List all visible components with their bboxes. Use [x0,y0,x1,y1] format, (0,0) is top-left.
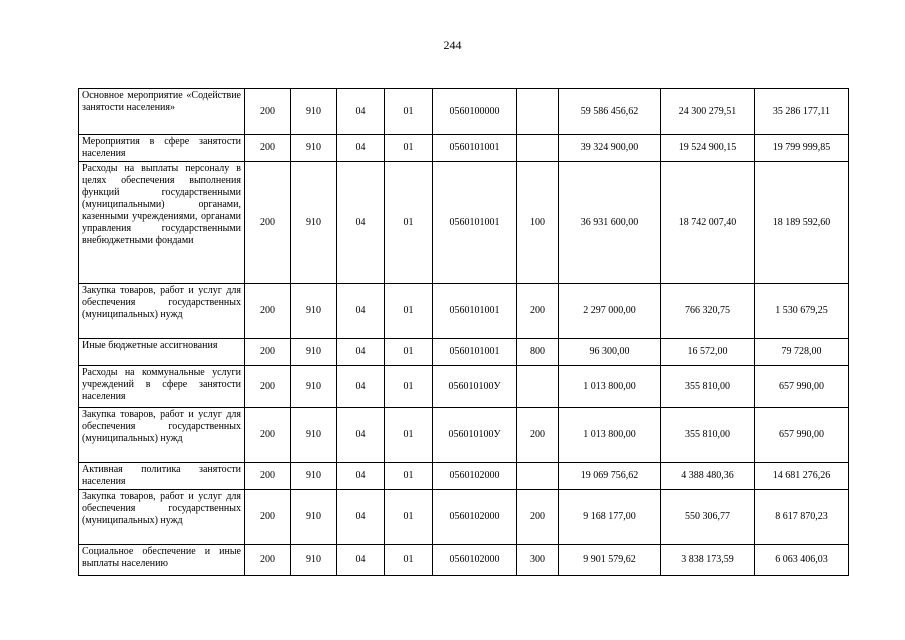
amount-cell: 35 286 177,11 [755,89,849,135]
target-article-cell: 0560102000 [433,463,517,490]
row-name-cell: Социальное обеспечение и иные выплаты населению [79,545,245,576]
code-cell: 200 [245,135,291,162]
code-cell: 01 [385,162,433,284]
code-cell: 910 [291,545,337,576]
code-cell: 01 [385,545,433,576]
amount-cell: 550 306,77 [661,490,755,545]
row-name-cell: Основное мероприятие «Содействие занятости населения» [79,89,245,135]
code-cell: 01 [385,339,433,366]
amount-cell: 9 168 177,00 [559,490,661,545]
target-article-cell: 0560101001 [433,162,517,284]
code-cell: 01 [385,490,433,545]
amount-cell: 16 572,00 [661,339,755,366]
expense-type-cell: 100 [517,162,559,284]
target-article-cell: 0560100000 [433,89,517,135]
code-cell: 04 [337,408,385,463]
amount-cell: 19 524 900,15 [661,135,755,162]
row-name-cell: Закупка товаров, работ и услуг для обеспечения государственных (муниципальных) нужд [79,408,245,463]
code-cell: 04 [337,162,385,284]
amount-cell: 79 728,00 [755,339,849,366]
amount-cell: 19 799 999,85 [755,135,849,162]
code-cell: 200 [245,408,291,463]
target-article-cell: 056010100У [433,408,517,463]
amount-cell: 8 617 870,23 [755,490,849,545]
target-article-cell: 056010100У [433,366,517,408]
code-cell: 01 [385,408,433,463]
row-name-cell: Иные бюджетные ассигнования [79,339,245,366]
expense-type-cell [517,366,559,408]
code-cell: 04 [337,89,385,135]
amount-cell: 4 388 480,36 [661,463,755,490]
code-cell: 04 [337,463,385,490]
target-article-cell: 0560101001 [433,339,517,366]
table-row [79,490,849,545]
code-cell: 910 [291,89,337,135]
table-row [79,162,849,284]
amount-cell: 14 681 276,26 [755,463,849,490]
code-cell: 910 [291,490,337,545]
row-name-cell: Расходы на коммунальные услуги учреждений в сфере занятости населения [79,366,245,408]
table-row [79,339,849,366]
amount-cell: 6 063 406,03 [755,545,849,576]
code-cell: 01 [385,89,433,135]
amount-cell: 24 300 279,51 [661,89,755,135]
code-cell: 04 [337,366,385,408]
target-article-cell: 0560101001 [433,135,517,162]
code-cell: 910 [291,339,337,366]
code-cell: 01 [385,463,433,490]
amount-cell: 766 320,75 [661,284,755,339]
row-name-cell: Активная политика занятости населения [79,463,245,490]
row-name-cell: Мероприятия в сфере занятости населения [79,135,245,162]
code-cell: 04 [337,284,385,339]
expense-type-cell: 300 [517,545,559,576]
row-name-cell: Закупка товаров, работ и услуг для обеспечения государственных (муниципальных) нужд [79,284,245,339]
target-article-cell: 0560102000 [433,545,517,576]
code-cell: 04 [337,490,385,545]
expense-type-cell: 200 [517,490,559,545]
amount-cell: 36 931 600,00 [559,162,661,284]
expense-type-cell: 200 [517,284,559,339]
budget-table [78,88,849,576]
code-cell: 910 [291,162,337,284]
target-article-cell: 0560101001 [433,284,517,339]
code-cell: 200 [245,545,291,576]
code-cell: 200 [245,463,291,490]
code-cell: 200 [245,339,291,366]
amount-cell: 355 810,00 [661,366,755,408]
code-cell: 04 [337,135,385,162]
table-row [79,366,849,408]
code-cell: 01 [385,366,433,408]
budget-table-body [79,89,849,576]
code-cell: 200 [245,366,291,408]
table-row [79,135,849,162]
expense-type-cell [517,463,559,490]
row-name-cell: Закупка товаров, работ и услуг для обеспечения государственных (муниципальных) нужд [79,490,245,545]
code-cell: 910 [291,366,337,408]
code-cell: 910 [291,408,337,463]
amount-cell: 657 990,00 [755,408,849,463]
table-row [79,463,849,490]
page-number: 244 [443,38,462,52]
table-row [79,89,849,135]
amount-cell: 1 013 800,00 [559,408,661,463]
expense-type-cell: 800 [517,339,559,366]
code-cell: 200 [245,89,291,135]
table-row [79,284,849,339]
expense-type-cell [517,89,559,135]
code-cell: 04 [337,545,385,576]
amount-cell: 19 069 756,62 [559,463,661,490]
code-cell: 910 [291,284,337,339]
expense-type-cell: 200 [517,408,559,463]
code-cell: 910 [291,135,337,162]
amount-cell: 657 990,00 [755,366,849,408]
code-cell: 200 [245,490,291,545]
amount-cell: 3 838 173,59 [661,545,755,576]
amount-cell: 96 300,00 [559,339,661,366]
table-row [79,408,849,463]
code-cell: 01 [385,135,433,162]
expense-type-cell [517,135,559,162]
table-row [79,545,849,576]
amount-cell: 59 586 456,62 [559,89,661,135]
amount-cell: 2 297 000,00 [559,284,661,339]
amount-cell: 9 901 579,62 [559,545,661,576]
amount-cell: 39 324 900,00 [559,135,661,162]
target-article-cell: 0560102000 [433,490,517,545]
code-cell: 200 [245,284,291,339]
amount-cell: 1 013 800,00 [559,366,661,408]
amount-cell: 18 742 007,40 [661,162,755,284]
code-cell: 01 [385,284,433,339]
row-name-cell: Расходы на выплаты персоналу в целях обеспечения выполнения функций государственными (муниципальными) органами, казенными учреждениями, органами управления государственными внебюджетными фондами [79,162,245,284]
code-cell: 04 [337,339,385,366]
amount-cell: 1 530 679,25 [755,284,849,339]
code-cell: 910 [291,463,337,490]
amount-cell: 355 810,00 [661,408,755,463]
code-cell: 200 [245,162,291,284]
amount-cell: 18 189 592,60 [755,162,849,284]
